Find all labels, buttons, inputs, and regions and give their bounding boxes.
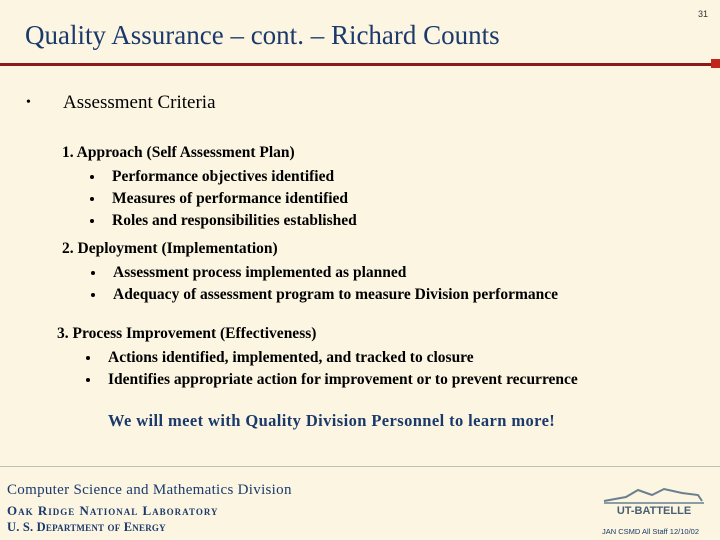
slide-number: 31: [697, 9, 708, 19]
list-item: [90, 210, 357, 232]
ut-battelle-logo: [598, 484, 710, 518]
list-item: [90, 166, 357, 188]
list-item: [91, 262, 558, 284]
bullet-dot-icon: [90, 175, 94, 179]
criteria-section-improvement: [57, 325, 578, 391]
list-item-text: Assessment process implemented as planned: [113, 264, 407, 281]
list-item-text: Adequacy of assessment program to measure Division performance: [113, 286, 559, 303]
list-item: [90, 188, 357, 210]
bullet-dot-icon: [90, 219, 94, 223]
bullet-dot-icon: [86, 356, 90, 360]
bullet-dot-icon: [91, 293, 95, 297]
criteria-section-approach: [62, 144, 357, 232]
list-item: [91, 284, 558, 306]
criteria-section-deployment: [62, 240, 558, 306]
slide-title: Quality Assurance – cont. – Richard Counts: [25, 20, 500, 50]
section-title: 1. Approach (Self Assessment Plan): [62, 144, 295, 161]
callout-text: We will meet with Quality Division Personnel to learn more!: [108, 411, 556, 430]
bullet-dot-icon: [90, 197, 94, 201]
list-item-text: Roles and responsibilities established: [112, 212, 357, 229]
section-title: 3. Process Improvement (Effectiveness): [57, 325, 317, 342]
lab-name: Oak Ridge National Laboratory: [7, 503, 219, 518]
assessment-heading-text: Assessment Criteria: [63, 92, 216, 113]
list-item-text: Actions identified, implemented, and tracked to closure: [108, 349, 474, 366]
section-title: 2. Deployment (Implementation): [62, 240, 278, 257]
title-divider-marker: [711, 59, 720, 68]
list-item: [86, 369, 578, 391]
bullet-icon: •: [26, 95, 31, 110]
list-item-text: Performance objectives identified: [112, 168, 335, 185]
division-name: Computer Science and Mathematics Division: [7, 482, 292, 498]
bullet-dot-icon: [91, 271, 95, 275]
title-divider: [0, 63, 720, 66]
list-item: [86, 347, 578, 369]
list-item-text: Measures of performance identified: [112, 190, 349, 207]
assessment-heading: [26, 92, 216, 114]
logo-text: UT-BATTELLE: [616, 505, 692, 517]
department-name: U. S. Department of Energy: [7, 520, 166, 534]
date-stamp: JAN CSMD All Staff 12/10/02: [602, 527, 699, 536]
footer-divider: [0, 466, 720, 467]
list-item-text: Identifies appropriate action for improvement or to prevent recurrence: [108, 371, 578, 388]
bullet-dot-icon: [86, 378, 90, 382]
